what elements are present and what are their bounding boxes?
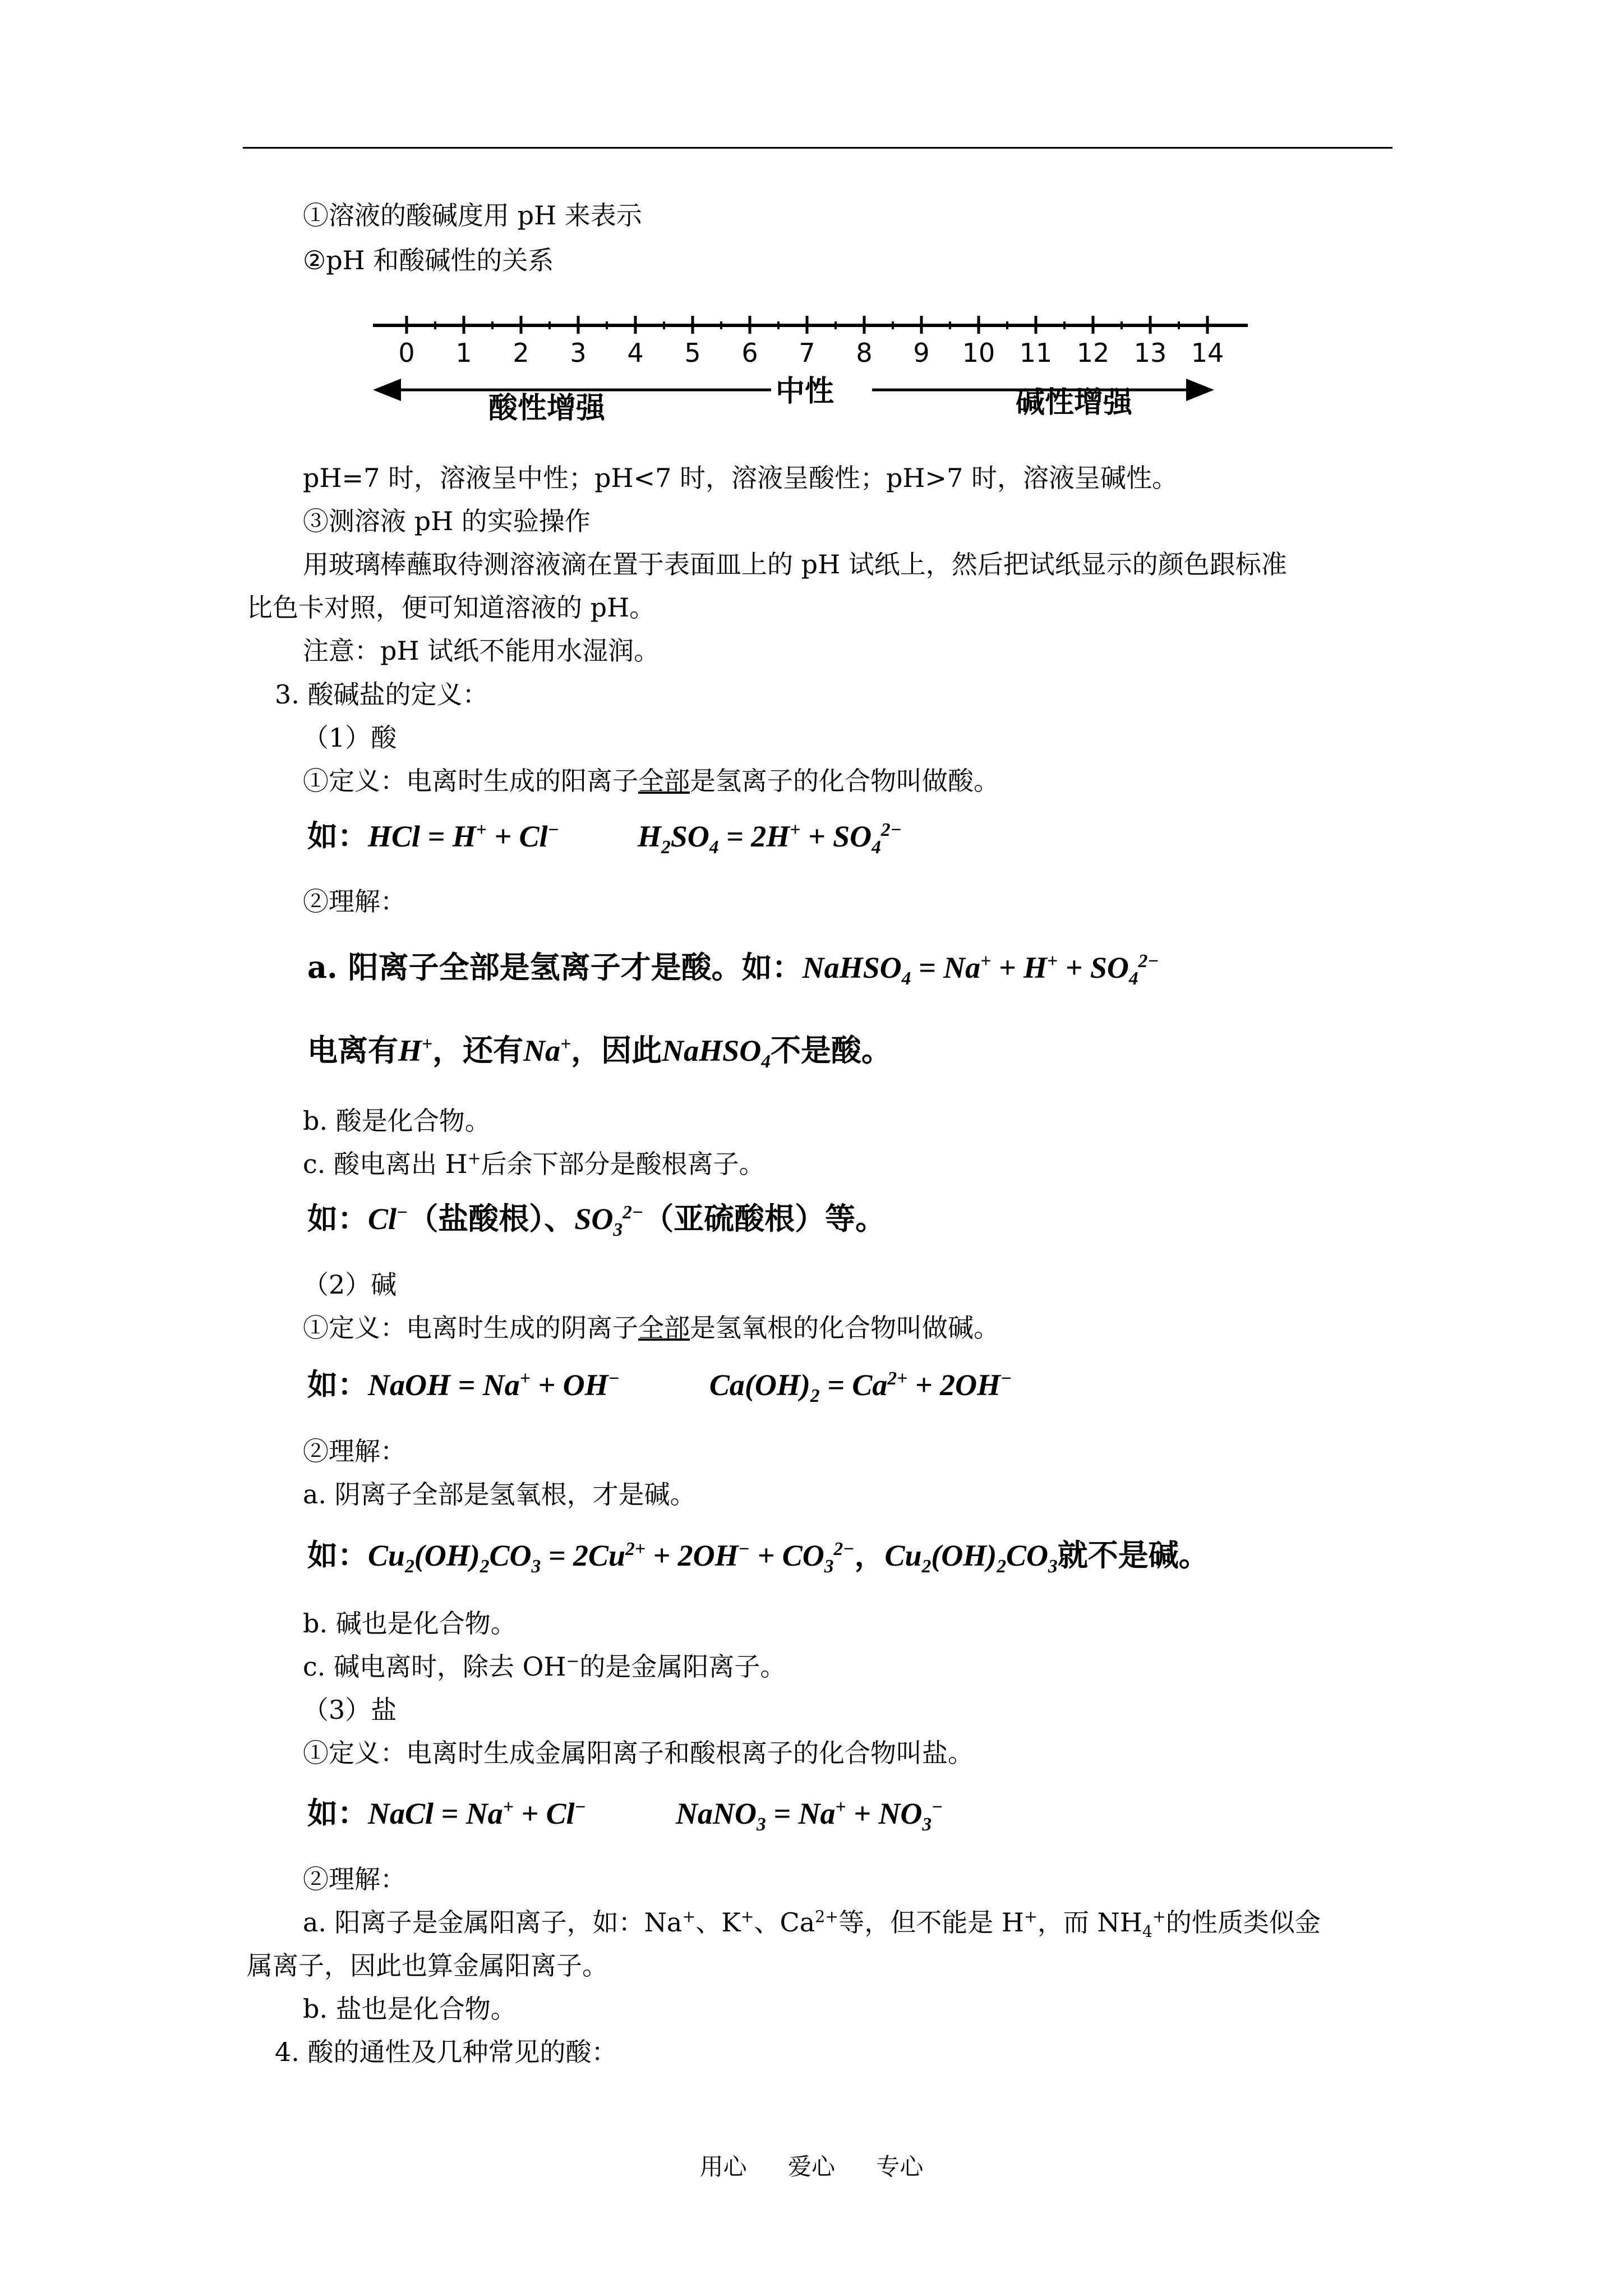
ph-tick-label: 6 xyxy=(741,338,758,368)
point-6: 注意：pH 试纸不能用水湿润。 xyxy=(303,636,660,666)
base-example-formula: 如：NaOH = Na+ + OH− $Ca(OH)_2 = Ca^{2+} + 2OH^-$ xyxy=(307,1366,1012,1406)
salt-point-b: b. 盐也是化合物。 xyxy=(303,1994,517,2024)
acid-point-c: c. 酸电离出 H+后余下部分是酸根离子。 xyxy=(303,1149,765,1179)
base-point-a-formula: 如：$Cu_2(OH)_2CO_3 = 2Cu^{2+} + 2OH^- + CO_3^{2-}$，$Cu_2(OH)_2CO_3$就不是碱。 xyxy=(307,1537,1209,1577)
ph-tick-label: 2 xyxy=(513,338,529,368)
ph-tick-label: 0 xyxy=(398,338,415,368)
ph-tick-label: 4 xyxy=(627,338,644,368)
salt-definition: ①定义：电离时生成金属阳离子和酸根离子的化合物叫盐。 xyxy=(303,1738,974,1768)
point-4: ③测溶液 pH 的实验操作 xyxy=(303,506,591,536)
salt-example-formula: 如：NaCl = Na+ + Cl− NaNO$_3$ = $Na^+ + NO_3^-$ xyxy=(307,1795,943,1835)
base-point-b: b. 碱也是化合物。 xyxy=(303,1608,517,1639)
point-1: ①溶液的酸碱度用 pH 来表示 xyxy=(303,200,642,231)
ph-tick-label: 5 xyxy=(684,338,701,368)
ph-scale-diagram xyxy=(367,306,1253,435)
acid-radical-example: 如：Cl−（盐酸根）、$SO_3^{2-}$（亚硫酸根）等。 xyxy=(307,1200,886,1240)
acid-point-a: a. 阳离子全部是氢离子才是酸。如：NaHSO$_4$ = $Na^+ + H^+ + SO_4^{2-}$ xyxy=(307,949,1159,989)
acid-point-b: b. 酸是化合物。 xyxy=(303,1106,491,1136)
ph-tick-label: 10 xyxy=(962,338,995,368)
salt-heading: （3）盐 xyxy=(303,1695,397,1725)
ph-tick-label: 11 xyxy=(1019,338,1053,368)
header-rule xyxy=(243,147,1393,149)
ph-tick-label: 8 xyxy=(856,338,873,368)
acid-understand-heading: ②理解： xyxy=(303,886,406,917)
ph-tick-label: 12 xyxy=(1076,338,1110,368)
point-5b: 比色卡对照，便可知道溶液的 pH。 xyxy=(247,592,656,623)
point-3: pH=7 时，溶液呈中性；pH<7 时，溶液呈酸性；pH>7 时，溶液呈碱性。 xyxy=(303,463,1178,493)
base-definition: ①定义：电离时生成的阴离子全部是氢氧根的化合物叫做碱。 xyxy=(303,1313,999,1343)
ph-tick-label: 7 xyxy=(799,338,815,368)
acid-definition: ①定义：电离时生成的阳离子全部是氢离子的化合物叫做酸。 xyxy=(303,766,999,796)
acid-example-formula: 如：HCl = H+ + Cl− $H_2SO_4 = 2H^+ + SO_4^{2-}$ xyxy=(307,818,902,858)
base-point-c: c. 碱电离时，除去 OH−的是金属阳离子。 xyxy=(303,1651,786,1682)
ph-tick-label: 1 xyxy=(455,338,472,368)
ph-tick-label: 13 xyxy=(1133,338,1167,368)
section-4-title: 4. 酸的通性及几种常见的酸： xyxy=(275,2037,617,2067)
acid-label: 酸性增强 xyxy=(488,392,606,425)
base-point-a: a. 阴离子全部是氢氧根，才是碱。 xyxy=(303,1479,696,1510)
acid-heading: （1）酸 xyxy=(303,723,397,753)
section-3-title: 3. 酸碱盐的定义： xyxy=(275,679,488,710)
ph-tick-label: 14 xyxy=(1191,338,1224,368)
base-heading: （2）碱 xyxy=(303,1269,397,1300)
base-understand-heading: ②理解： xyxy=(303,1436,406,1466)
neutral-label: 中性 xyxy=(775,375,834,408)
page-footer: 用心 爱心 专心 xyxy=(699,2153,924,2180)
ph-tick-label: 9 xyxy=(913,338,930,368)
salt-point-a: a. 阳离子是金属阳离子，如：Na+、K+、$Ca^{2+}$等，但不能是 H+，而 $NH_4^+$的性质类似金 xyxy=(303,1907,1321,1941)
salt-point-a-cont: 属离子，因此也算金属阳离子。 xyxy=(247,1950,608,1981)
point-5a: 用玻璃棒蘸取待测溶液滴在置于表面皿上的 pH 试纸上，然后把试纸显示的颜色跟标准 xyxy=(303,549,1287,579)
ph-tick-label: 3 xyxy=(570,338,587,368)
base-label: 碱性增强 xyxy=(1015,386,1133,420)
salt-understand-heading: ②理解： xyxy=(303,1864,406,1894)
acid-point-a-note: 电离有H+，还有Na+，因此NaHSO$_4$不是酸。 xyxy=(307,1032,892,1072)
point-2: ②pH 和酸碱性的关系 xyxy=(303,245,554,275)
